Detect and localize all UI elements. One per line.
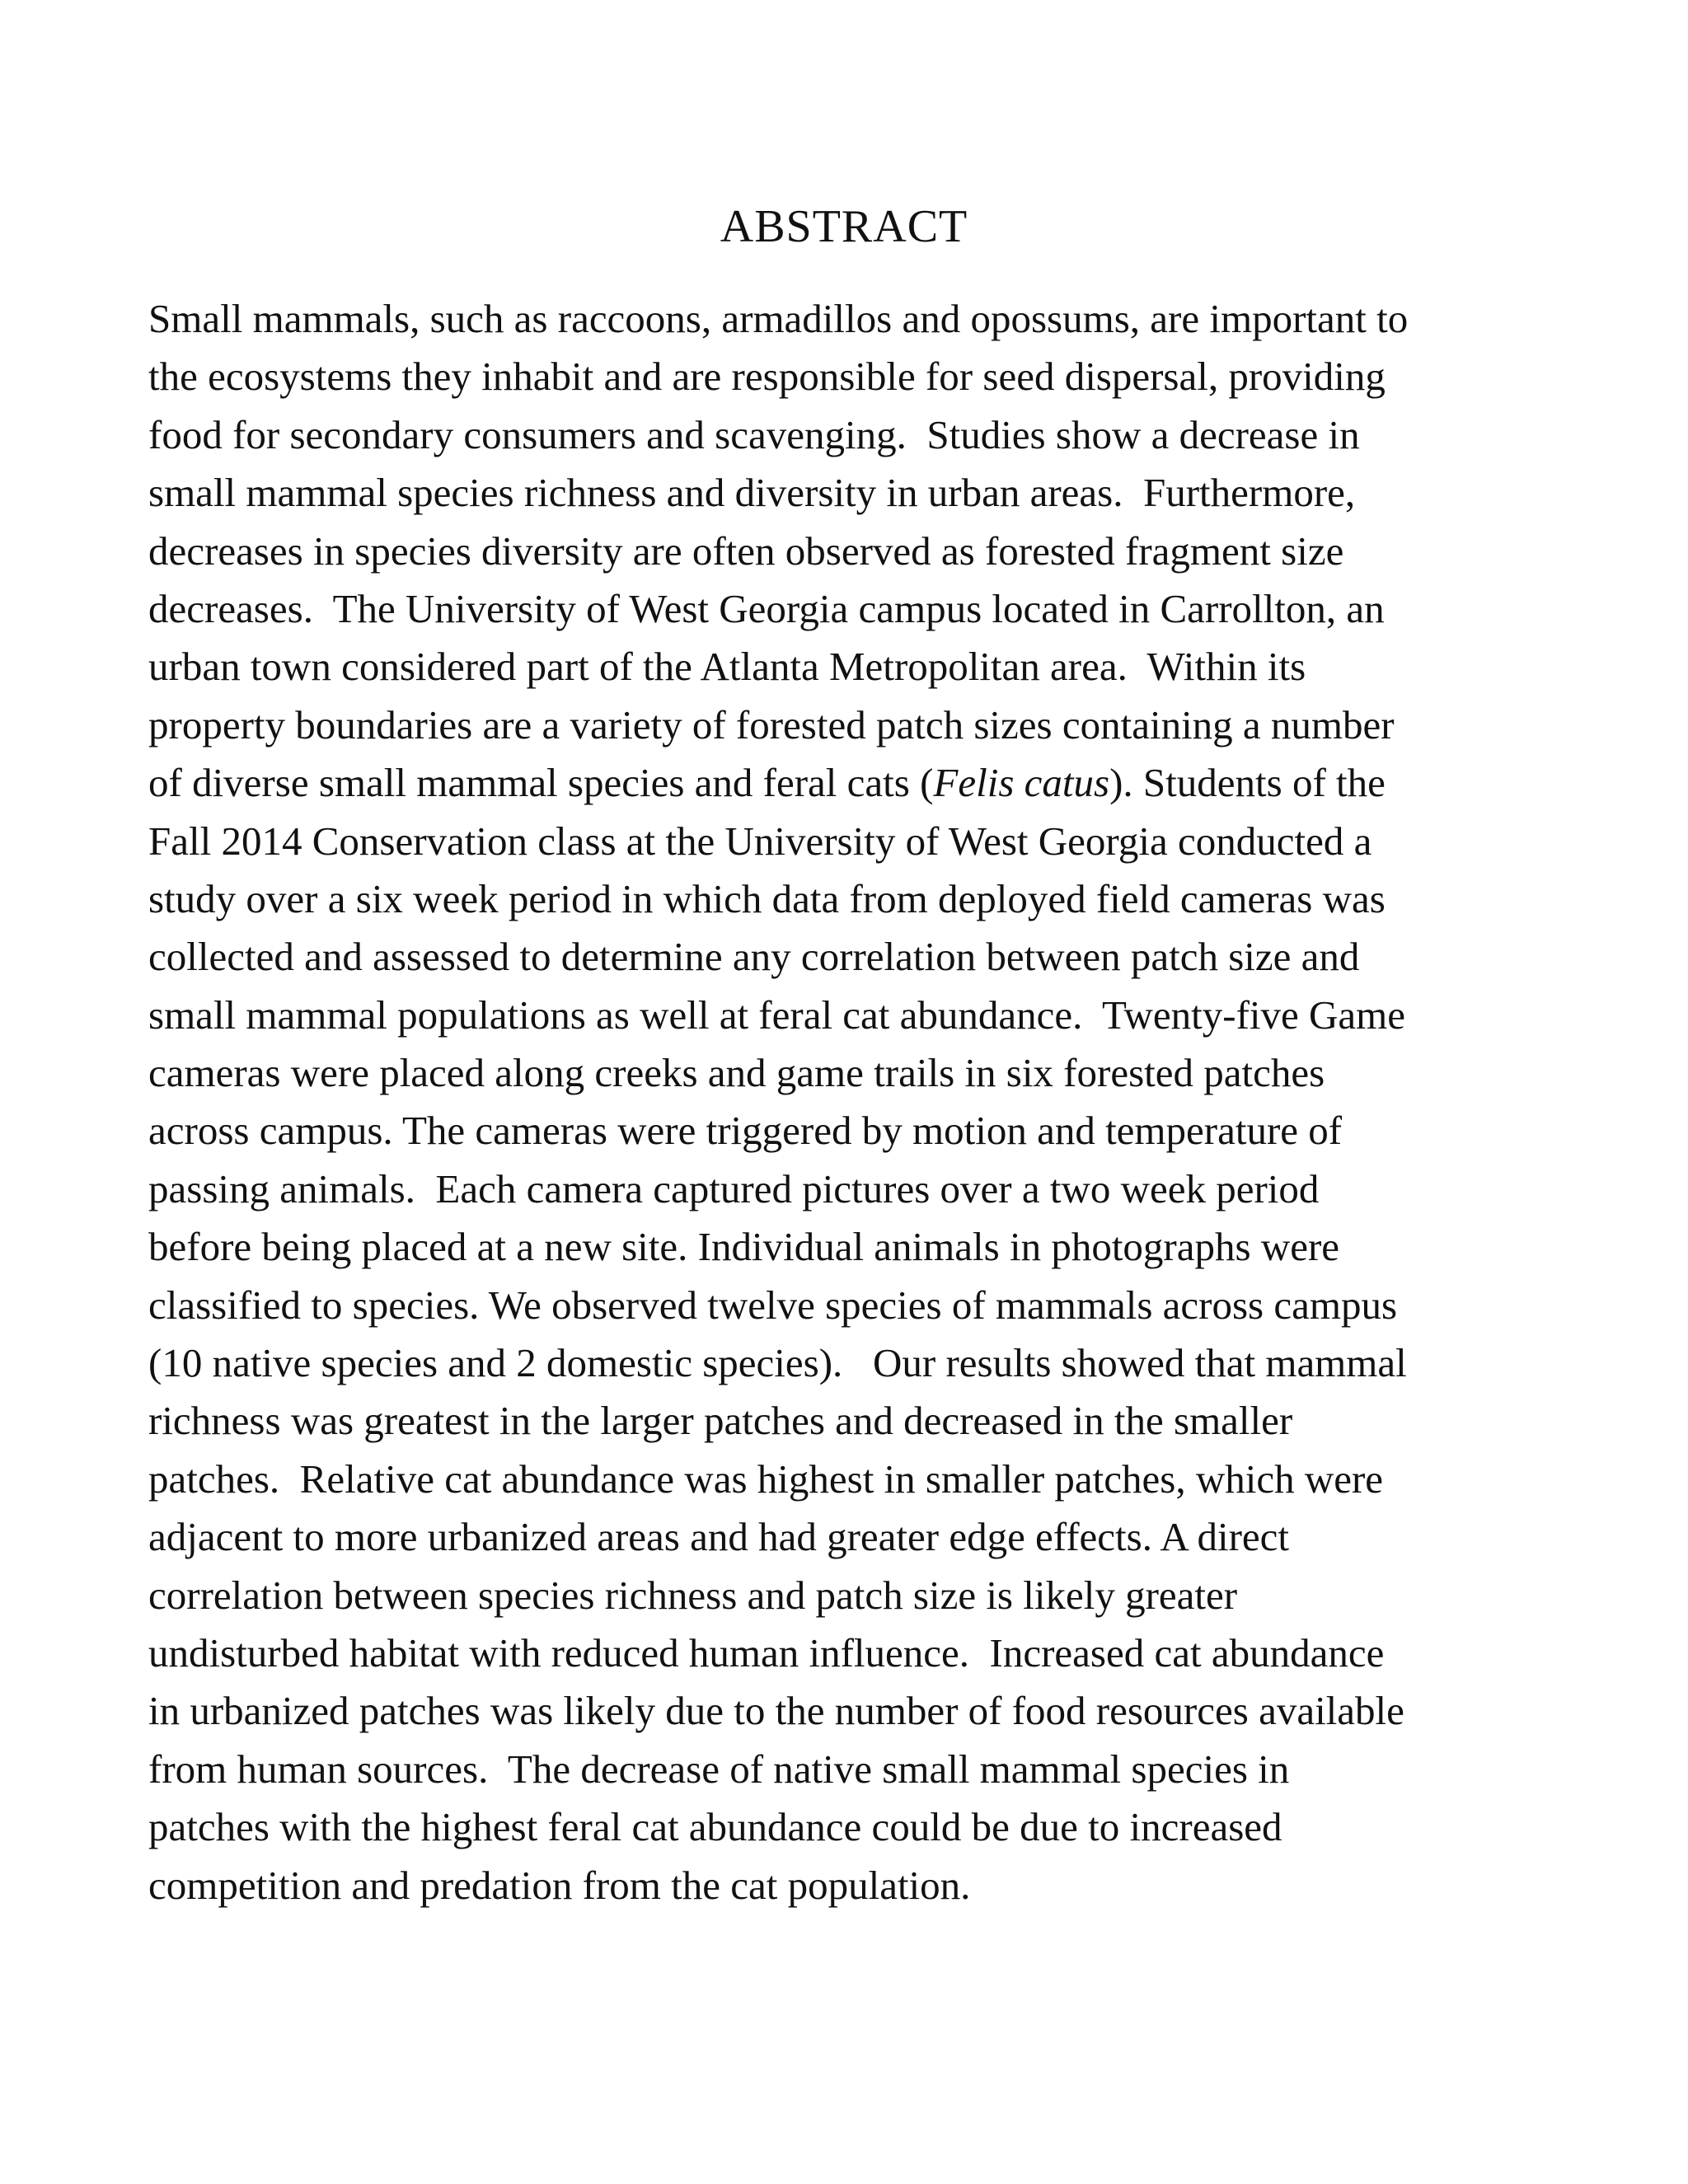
abstract-line-9-end: ). Students of the xyxy=(1109,760,1386,806)
abstract-body xyxy=(148,290,1550,1915)
abstract-line-25: in urbanized patches was likely due to the number of food resources available xyxy=(148,1688,1404,1734)
abstract-line-4: small mammal species richness and diversity in urban areas. Furthermore, xyxy=(148,470,1356,516)
abstract-line-21: patches. Relative cat abundance was highest in smaller patches, which were xyxy=(148,1455,1384,1502)
abstract-line-16: passing animals. Each camera captured pictures over a two week period xyxy=(148,1165,1320,1212)
abstract-line-27: patches with the highest feral cat abundance could be due to increased xyxy=(148,1804,1282,1850)
abstract-line-28: competition and predation from the cat population. xyxy=(148,1862,971,1908)
abstract-line-2: the ecosystems they inhabit and are responsible for seed dispersal, providing xyxy=(148,354,1386,400)
abstract-line-14: cameras were placed along creeks and game trails in six forested patches xyxy=(148,1050,1325,1096)
abstract-line-5: decreases in species diversity are often observed as forested fragment size xyxy=(148,527,1344,574)
abstract-line-18: classified to species. We observed twelve species of mammals across campus xyxy=(148,1282,1398,1328)
species-name-felis-catus: Felis catus xyxy=(933,760,1110,806)
abstract-line-24: undisturbed habitat with reduced human influence. Increased cat abundance xyxy=(148,1629,1385,1675)
abstract-line-10: Fall 2014 Conservation class at the University of West Georgia conducted a xyxy=(148,818,1372,864)
abstract-line-11: study over a six week period in which data from deployed field cameras was xyxy=(148,875,1386,921)
abstract-line-9-start: of diverse small mammal species and feral cats ( xyxy=(148,760,934,806)
abstract-line-3: food for secondary consumers and scavenging. Studies show a decrease in xyxy=(148,411,1360,457)
abstract-line-22: adjacent to more urbanized areas and had greater edge effects. A direct xyxy=(148,1514,1290,1560)
abstract-line-6: decreases. The University of West Georgia campus located in Carrollton, an xyxy=(148,585,1385,631)
abstract-line-23: correlation between species richness and patch size is likely greater xyxy=(148,1572,1238,1618)
abstract-line-8: property boundaries are a variety of forested patch sizes containing a number xyxy=(148,701,1395,748)
abstract-line-7: urban town considered part of the Atlanta Metropolitan area. Within its xyxy=(148,644,1306,690)
abstract-line-26: from human sources. The decrease of native small mammal species in xyxy=(148,1746,1290,1792)
abstract-line-13: small mammal populations as well at feral cat abundance. Twenty-five Game xyxy=(148,991,1406,1038)
abstract-line-1: Small mammals, such as raccoons, armadillos and opossums, are important to xyxy=(148,296,1409,341)
abstract-line-19: (10 native species and 2 domestic species). Our results showed that mammal xyxy=(148,1340,1407,1386)
abstract-line-20: richness was greatest in the larger patches and decreased in the smaller xyxy=(148,1398,1293,1444)
abstract-line-9 xyxy=(148,754,1550,812)
abstract-line-12: collected and assessed to determine any correlation between patch size and xyxy=(148,934,1360,980)
abstract-line-17: before being placed at a new site. Individual animals in photographs were xyxy=(148,1224,1340,1270)
abstract-heading: ABSTRACT xyxy=(720,201,968,252)
abstract-line-15: across campus. The cameras were triggered by motion and temperature of xyxy=(148,1108,1343,1154)
